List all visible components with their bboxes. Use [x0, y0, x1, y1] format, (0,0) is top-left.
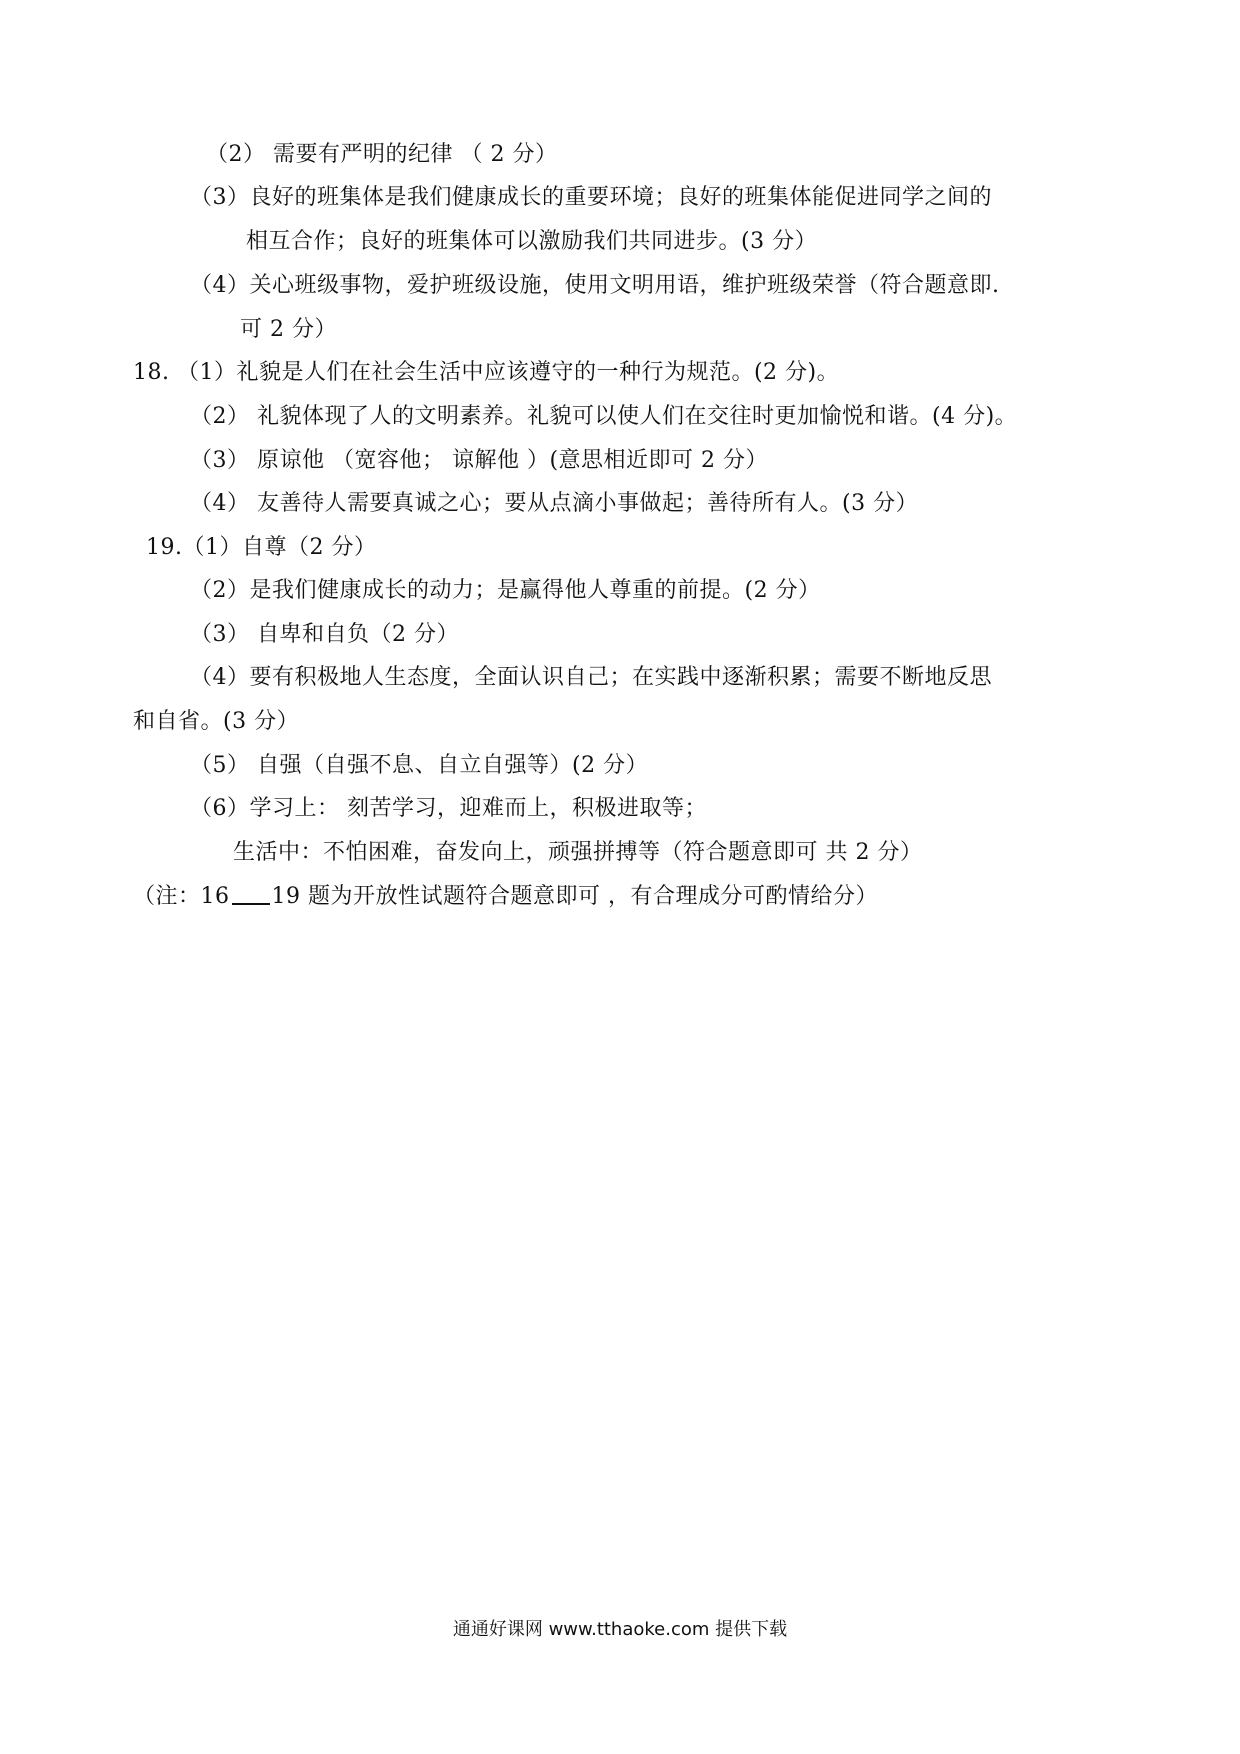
- q19-part4-line1: （4）要有积极地人生态度，全面认识自己；在实践中逐渐积累；需要不断地反思: [190, 665, 992, 690]
- q17-part4-line2: 可 2 分）: [240, 317, 337, 342]
- q18-part2: （2） 礼貌体现了人的文明素养。礼貌可以使人们在交往时更加愉悦和谐。(4 分)。: [190, 404, 1018, 429]
- q19-part5: （5） 自强（自强不息、自立自强等）(2 分）: [190, 753, 649, 778]
- grading-note-prefix: （注：16: [133, 884, 230, 909]
- q17-part3-line2: 相互合作；良好的班集体可以激励我们共同进步。(3 分）: [246, 229, 818, 254]
- q18-part1: 18. （1）礼貌是人们在社会生活中应该遵守的一种行为规范。(2 分)。: [133, 360, 840, 385]
- q19-part6-line1: （6）学习上： 刻苦学习，迎难而上，积极进取等；: [190, 796, 707, 821]
- q19-part2: （2）是我们健康成长的动力；是赢得他人尊重的前提。(2 分）: [190, 578, 821, 603]
- grading-note: [133, 881, 878, 912]
- q19-part4-line2: 和自省。(3 分）: [133, 709, 300, 734]
- q18-part4: （4） 友善待人需要真诚之心；要从点滴小事做起；善待所有人。(3 分）: [190, 491, 919, 516]
- q17-part3-line1: （3）良好的班集体是我们健康成长的重要环境；良好的班集体能促进同学之间的: [190, 185, 992, 210]
- q19-part3: （3） 自卑和自负（2 分）: [190, 622, 459, 647]
- q17-part2: （2） 需要有严明的纪律 （ 2 分）: [206, 142, 558, 167]
- q17-part4-line1: （4）关心班级事物，爱护班级设施，使用文明用语，维护班级荣誉（符合题意即.: [190, 273, 1000, 298]
- q18-part3: （3） 原谅他 （宽容他； 谅解他 ）(意思相近即可 2 分）: [190, 448, 769, 473]
- grading-note-suffix: 19 题为开放性试题符合题意即可 ，有合理成分可酌情给分）: [271, 884, 878, 909]
- note-underline: [232, 881, 270, 905]
- q19-part1: 19.（1）自尊（2 分）: [146, 535, 377, 560]
- download-footer: 通通好课网 www.tthaoke.com 提供下载: [452, 1619, 788, 1640]
- q19-part6-line2: 生活中：不怕困难，奋发向上，顽强拼搏等（符合题意即可 共 2 分）: [233, 840, 923, 865]
